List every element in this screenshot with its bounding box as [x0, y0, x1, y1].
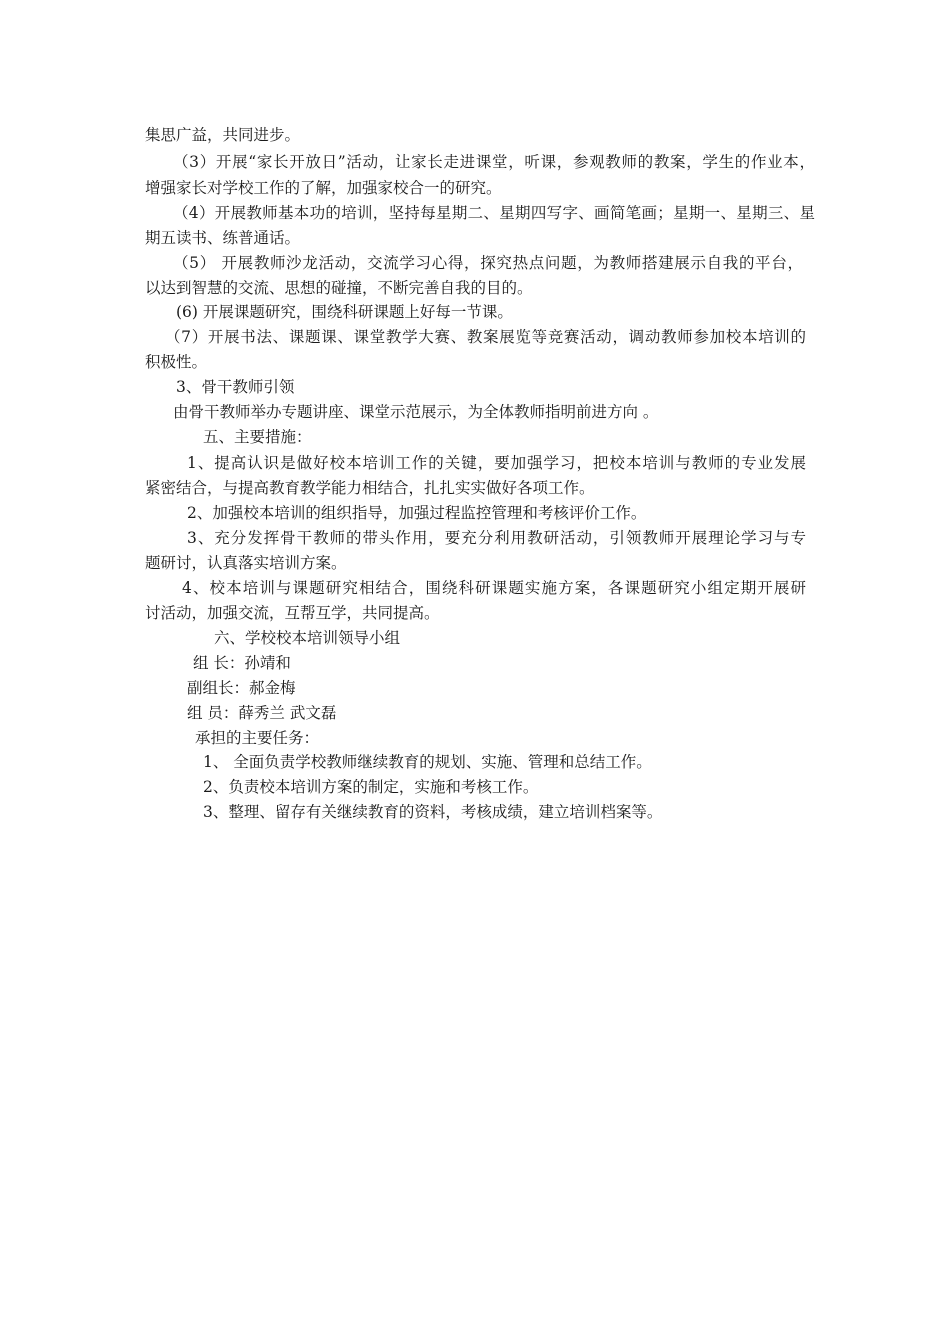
text-line: 组 员：薛秀兰 武文磊 [187, 704, 337, 722]
text-line: (6) 开展课题研究，围绕科研课题上好每一节课。 [176, 303, 513, 321]
text-line: 3、整理、留存有关继续教育的资料，考核成绩，建立培训档案等。 [203, 803, 663, 821]
text-line: 4、校本培训与课题研究相结合，围绕科研课题实施方案，各课题研究小组定期开展研 [182, 579, 806, 597]
text-line: 紧密结合，与提高教育教学能力相结合，扎扎实实做好各项工作。 [145, 479, 595, 497]
text-line: （5） 开展教师沙龙活动，交流学习心得，探究热点问题，为教师搭建展示自我的平台， [173, 254, 803, 272]
text-line: 3、骨干教师引领 [176, 378, 295, 396]
text-line: 题研讨，认真落实培训方案。 [145, 554, 347, 572]
text-line: 由骨干教师举办专题讲座、课堂示范展示，为全体教师指明前进方向 。 [173, 403, 659, 421]
text-line: （3）开展“家长开放日”活动，让家长走进课堂，听课，参观教师的教案，学生的作业本， [173, 153, 815, 171]
text-line: 3、充分发挥骨干教师的带头作用，要充分利用教研活动，引领教师开展理论学习与专 [187, 529, 806, 547]
text-line: 积极性。 [145, 353, 208, 371]
text-line: （7）开展书法、课题课、课堂教学大赛、教案展览等竞赛活动，调动教师参加校本培训的 [165, 328, 806, 346]
text-line: 集思广益，共同进步。 [145, 126, 301, 144]
text-line: 1、提高认识是做好校本培训工作的关键，要加强学习，把校本培训与教师的专业发展 [187, 454, 806, 472]
text-line: 2、加强校本培训的组织指导，加强过程监控管理和考核评价工作。 [187, 504, 647, 522]
text-line: 六、学校校本培训领导小组 [214, 629, 401, 647]
text-line: 讨活动，加强交流，互帮互学，共同提高。 [145, 604, 440, 622]
text-line: 增强家长对学校工作的了解，加强家校合一的研究。 [145, 179, 502, 197]
text-line: 副组长：郝金梅 [187, 679, 296, 697]
text-line: 2、负责校本培训方案的制定，实施和考核工作。 [203, 778, 539, 796]
text-line: 承担的主要任务： [195, 729, 320, 747]
text-line: 五、主要措施： [203, 428, 312, 446]
text-line: 组 长：孙靖和 [193, 654, 291, 672]
text-line: （4）开展教师基本功的培训，坚持每星期二、星期四写字、画简笔画；星期一、星期三、星 [173, 204, 815, 222]
text-line: 期五读书、练普通话。 [145, 229, 301, 247]
text-line: 以达到智慧的交流、思想的碰撞，不断完善自我的目的。 [145, 279, 533, 297]
text-line: 1、 全面负责学校教师继续教育的规划、实施、管理和总结工作。 [203, 753, 652, 771]
